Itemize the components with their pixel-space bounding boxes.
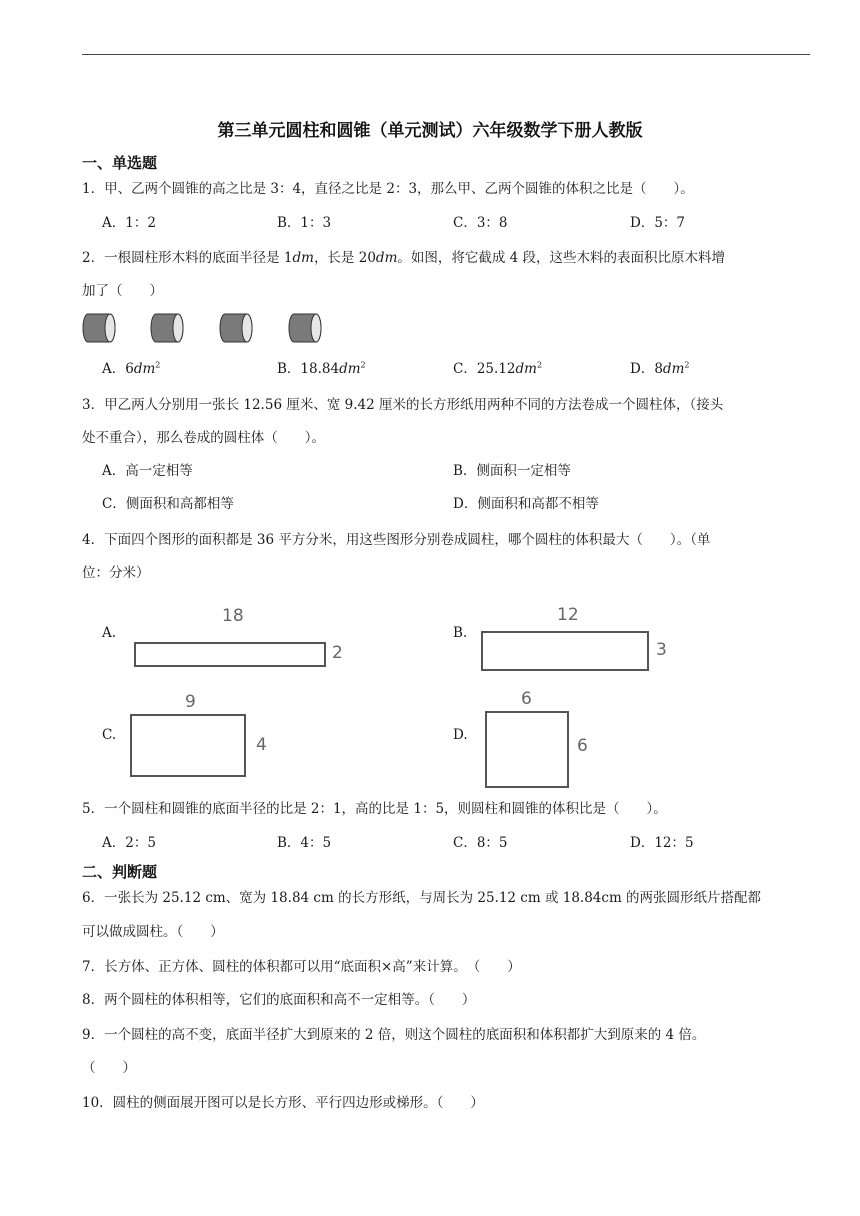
figure-a-width: 2 [332,643,343,663]
figure-c-rectangle [130,714,246,777]
cylinder-piece-icon [288,313,322,343]
cylinder-piece-icon [82,313,116,343]
figure-a-label: A. [102,625,117,641]
section-heading-true-false: 二、判断题 [82,863,158,881]
figure-a-rectangle [134,642,326,667]
figure-b-length: 12 [557,605,579,625]
question-5-option-a: A．2：5 [102,835,156,851]
question-2-option-a: A．$6dm^2$ [102,360,161,377]
question-3-stem: 3．甲乙两人分别用一张长 12.56 厘米、宽 9.42 厘米的长方形纸用两种不同的方法卷成一个圆柱体，（接头 [82,397,724,413]
question-9-stem-line2: （ ） [82,1060,136,1076]
figure-b-label: B. [453,625,468,641]
cylinder-piece-icon [150,313,184,343]
question-2-option-d: D．$8dm^2$ [630,360,690,377]
figure-b-rectangle [481,631,649,671]
question-2-stem-line2: 加了（ ） [82,283,163,299]
figure-d-square [485,711,569,788]
question-3-stem-line2: 处不重合），那么卷成的圆柱体（ ）。 [82,430,325,446]
question-8-stem: 8．两个圆柱的体积相等，它们的底面积和高不一定相等。（ ） [82,992,476,1008]
question-1-stem: 1．甲、乙两个圆锥的高之比是 3：4，直径之比是 2：3，那么甲、乙两个圆锥的体积之比是（ ）。 [82,181,694,197]
question-1-option-b: B．1：3 [277,215,332,231]
figure-d-length: 6 [521,689,532,709]
question-5-option-c: C．8：5 [453,835,508,851]
header-rule [82,54,810,55]
question-2-option-b: B．$18.84dm^2$ [277,360,366,377]
question-3-option-b: B．侧面积一定相等 [453,463,571,479]
figure-c-length: 9 [185,692,196,712]
question-1-option-a: A．1：2 [102,215,156,231]
question-6-stem-line2: 可以做成圆柱。（ ） [82,924,224,940]
figure-d-width: 6 [577,736,588,756]
question-1-option-d: D．5：7 [630,215,686,231]
question-5-stem: 5．一个圆柱和圆锥的底面半径的比是 2：1，高的比是 1：5，则圆柱和圆锥的体积比是（ ）。 [82,801,667,817]
question-3-option-c: C．侧面积和高都相等 [102,496,234,512]
question-5-option-b: B．4：5 [277,835,332,851]
figure-b-width: 3 [656,640,667,660]
question-2-option-c: C．$25.12dm^2$ [453,360,543,377]
question-7-stem: 7．长方体、正方体、圆柱的体积都可以用“底面积×高”来计算。 （ ） [82,959,521,975]
question-10-stem: 10．圆柱的侧面展开图可以是长方形、平行四边形或梯形。（ ） [82,1095,484,1111]
question-5-option-d: D．12：5 [630,835,694,851]
figure-d-label: D. [453,727,468,743]
figure-c-width: 4 [256,735,267,755]
page-title: 第三单元圆柱和圆锥（单元测试）六年级数学下册人教版 [217,121,643,141]
question-3-option-a: A．高一定相等 [102,463,193,479]
cylinder-piece-icon [219,313,253,343]
question-6-stem: 6．一张长为 25.12 cm、宽为 18.84 cm 的长方形纸，与周长为 25.12 cm 或 18.84cm 的两张圆形纸片搭配都 [82,890,762,906]
question-4-stem-line2: 位：分米） [82,565,150,581]
question-1-option-c: C．3：8 [453,215,508,231]
question-2-stem: 2．一根圆柱形木料的底面半径是 1dm，长是 20dm。如图，将它截成 4 段，这些木料的表面积比原木料增 [82,250,726,266]
question-3-option-d: D．侧面积和高都不相等 [453,496,599,512]
figure-c-label: C. [102,727,117,743]
section-heading-single-choice: 一、单选题 [82,154,158,172]
figure-a-length: 18 [222,606,244,626]
question-4-stem: 4．下面四个图形的面积都是 36 平方分米，用这些图形分别卷成圆柱，哪个圆柱的体积最大（ ）。（单 [82,532,711,548]
question-9-stem: 9．一个圆柱的高不变，底面半径扩大到原来的 2 倍，则这个圆柱的底面积和体积都扩大到原来的 4 倍。 [82,1027,706,1043]
